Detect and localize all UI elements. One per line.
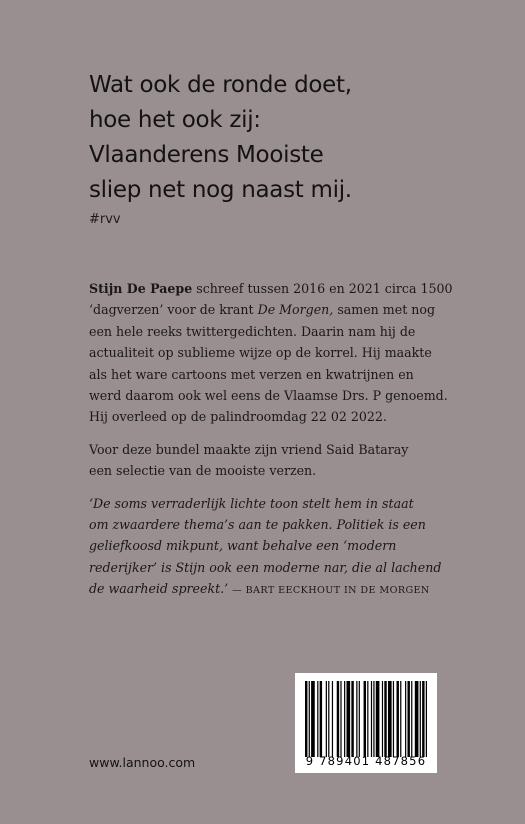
selection-line: een selectie van de mooiste verzen. [89,463,317,479]
barcode-bar [397,681,399,757]
poem-line: sliep net nog naast mij. [89,177,352,203]
barcode-bar [367,681,368,757]
isbn-number: 9 789401 487856 [305,754,427,768]
barcode-bar [405,681,406,757]
barcode-bar [426,681,427,757]
barcode-bar [344,681,345,757]
barcode-bar [356,681,357,757]
quote-line: de waarheid spreekt.’ — BART EECKHOUT IN DE MORGEN [89,581,430,597]
barcode-bar [309,681,310,757]
barcode-bar [346,681,350,757]
poem-line: Wat ook de ronde doet, [89,72,352,98]
barcode-bar [337,681,339,757]
barcode-bar [373,681,374,757]
barcode-bar [388,681,392,757]
publisher-website: www.lannoo.com [89,755,196,770]
isbn-barcode [295,673,437,773]
quote-line: rederijker’ is Stijn ook een moderne nar, die al lachend [89,559,442,575]
selection-paragraph [89,439,449,482]
barcode-bars [305,681,427,757]
barcode-bar [340,681,341,757]
barcode-bar [400,681,401,757]
author-name: Stijn De Paepe [89,281,193,296]
bio-line: Stijn De Paepe schreef tussen 2016 en 2021 circa 1500 [89,281,453,296]
barcode-bar [364,681,366,757]
barcode-bar [305,681,307,757]
poem [89,68,352,208]
bio-paragraph [89,278,453,428]
barcode-bar [332,681,333,757]
quote-line: geliefkoosd mikpunt, want behalve een ‘modern [89,538,397,554]
bio-line: ‘dagverzen’ voor de krant De Morgen, samen met nog [89,302,436,318]
barcode-bar [359,681,360,757]
bio-line: een hele reeks twittergedichten. Daarin nam hij de [89,323,416,339]
selection-line: Voor deze bundel maakte zijn vriend Said Bataray [89,441,409,457]
quote-attribution: — BART EECKHOUT IN DE MORGEN [232,585,430,597]
barcode-bar [420,681,421,757]
review-quote [89,493,449,602]
bio-line: als het ware cartoons met verzen en kwatrijnen en [89,366,414,382]
barcode-bar [326,681,327,757]
quote-line: om zwaardere thema’s aan te pakken. Politiek is een [89,517,426,533]
barcode-bar [393,681,394,757]
barcode-bar [376,681,380,757]
barcode-bar [415,681,419,757]
poem-line: Vlaanderens Mooiste [89,142,324,168]
bio-line: actualiteit op sublieme wijze op de korrel. Hij maakte [89,345,432,361]
poem-line: hoe het ook zij: [89,107,261,133]
back-cover-text [89,278,453,602]
bio-line: werd daarom ook wel eens de Vlaamse Drs. P genoemd. [89,388,448,404]
barcode-bar [422,681,424,757]
barcode-bar [371,681,372,757]
barcode-bar [351,681,353,757]
bio-line: Hij overleed op de palindroomdag 22 02 2022. [89,409,387,425]
newspaper-name: De Morgen, [257,302,334,318]
barcode-bar [320,681,322,757]
barcode-bar [328,681,329,757]
barcode-bar [407,681,409,757]
barcode-bar [384,681,386,757]
barcode-bar [317,681,318,757]
hashtag: #rvv [89,212,121,227]
barcode-bar [382,681,383,757]
barcode-bar [311,681,315,757]
quote-line: ‘De soms verraderlijk lichte toon stelt hem in staat [89,495,414,511]
barcode-bar [411,681,412,757]
